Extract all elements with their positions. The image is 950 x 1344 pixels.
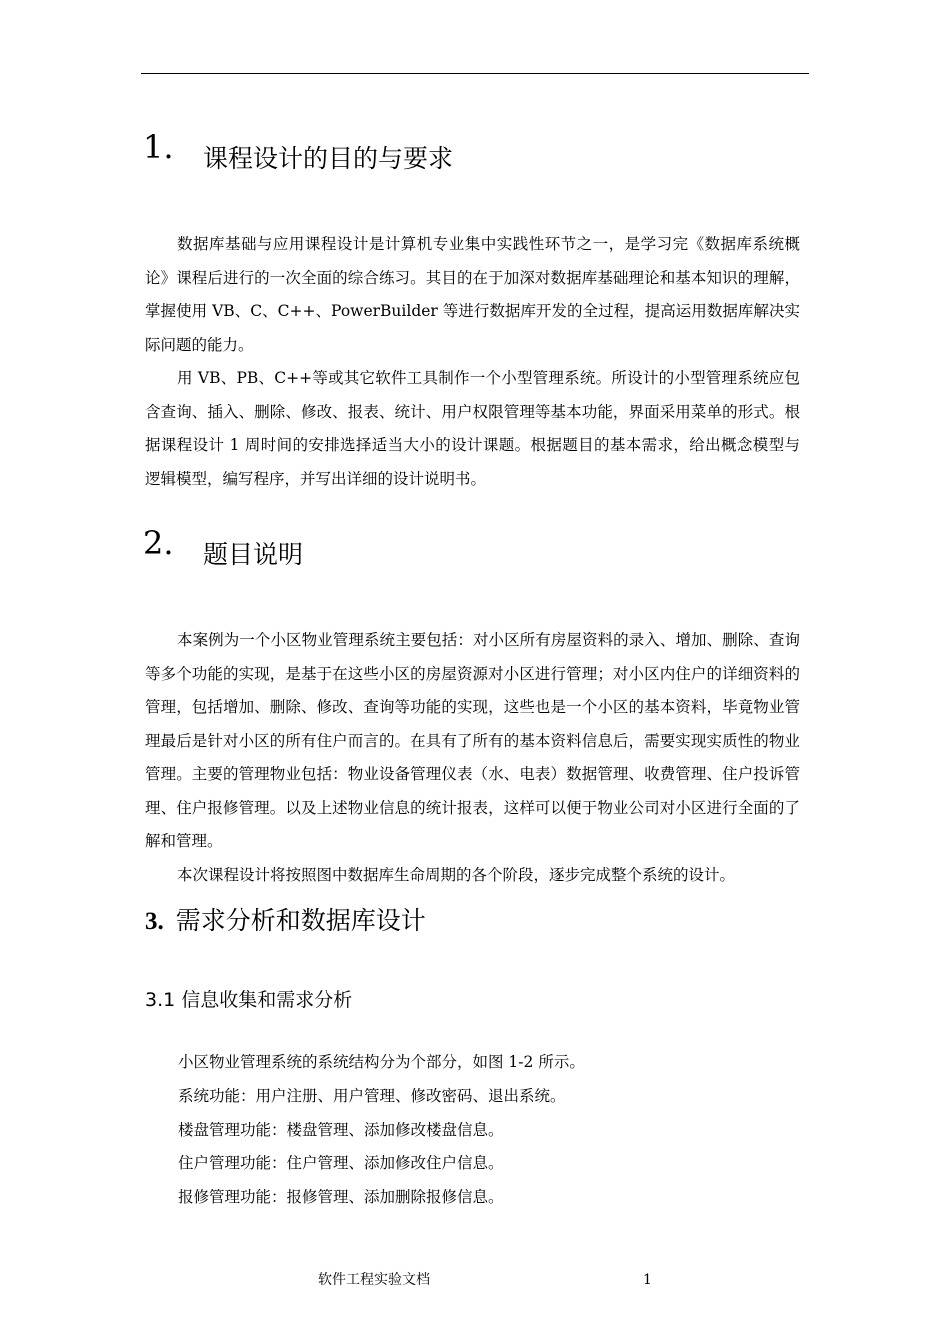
section-2-title: 题目说明	[203, 540, 304, 569]
section-3-1-line-3: 楼盘管理功能：楼盘管理、添加修改楼盘信息。	[178, 1121, 504, 1139]
section-2-paragraph-2: 本次课程设计将按照图中数据库生命周期的各个阶段，逐步完成整个系统的设计。	[177, 866, 736, 884]
section-1-number: 1.	[143, 128, 174, 166]
section-3-title: 需求分析和数据库设计	[175, 906, 426, 935]
section-3-1-line-5: 报修管理功能：报修管理、添加删除报修信息。	[178, 1188, 504, 1206]
section-1-title: 课程设计的目的与要求	[203, 144, 454, 173]
section-3-1-heading: 3.1 信息收集和需求分析	[145, 989, 353, 1011]
section-3-heading	[145, 904, 426, 939]
section-2-paragraph-1: 本案例为一个小区物业管理系统主要包括：对小区所有房屋资料的录入、增加、删除、查询等多个功能的实现，是基于在这些小区的房屋资源对小区进行管理；对小区内住户的详细资料的管理，包括增加、删除、修改、查询等功能的实现，这些也是一个小区的基本资料，毕竟物业管理最后是针对小区的所有住户而言的。在具有了所有的基本资料信息后，需要实现实质性的物业管理。主要的管理物业包括：物业设备管理仪表（水、电表）数据管理、收费管理、住户投诉管理、住户报修管理。以及上述物业信息的统计报表，这样可以便于物业公司对小区进行全面的了解和管理。	[145, 631, 800, 850]
footer-page-number: 1	[643, 1272, 652, 1288]
footer-doc-name: 软件工程实验文档	[318, 1272, 430, 1288]
section-1-paragraph-1: 数据库基础与应用课程设计是计算机专业集中实践性环节之一，是学习完《数据库系统概论》课程后进行的一次全面的综合练习。其目的在于加深对数据库基础理论和基本知识的理解，掌握使用 VB、C、C++、PowerBuilder 等进行数据库开发的全过程，提高运用数据库解决实际问题的能力。	[145, 235, 800, 354]
section-3-1-line-2: 系统功能：用户注册、用户管理、修改密码、退出系统。	[178, 1087, 566, 1105]
header-rule	[141, 73, 809, 74]
section-3-1-line-1: 小区物业管理系统的系统结构分为个部分，如图 1-2 所示。	[178, 1053, 585, 1071]
section-2-number: 2.	[143, 524, 174, 562]
section-3-1-line-4: 住户管理功能：住户管理、添加修改住户信息。	[178, 1154, 504, 1172]
section-1-paragraph-2: 用 VB、PB、C++等或其它软件工具制作一个小型管理系统。所设计的小型管理系统应包含查询、插入、删除、修改、报表、统计、用户权限管理等基本功能，界面采用菜单的形式。根据课程设计 1 周时间的安排选择适当大小的设计课题。根据题目的基本需求，给出概念模型与逻辑模型，编写程序，并写出详细的设计说明书。	[145, 369, 800, 488]
section-3-number: 3.	[145, 908, 164, 935]
